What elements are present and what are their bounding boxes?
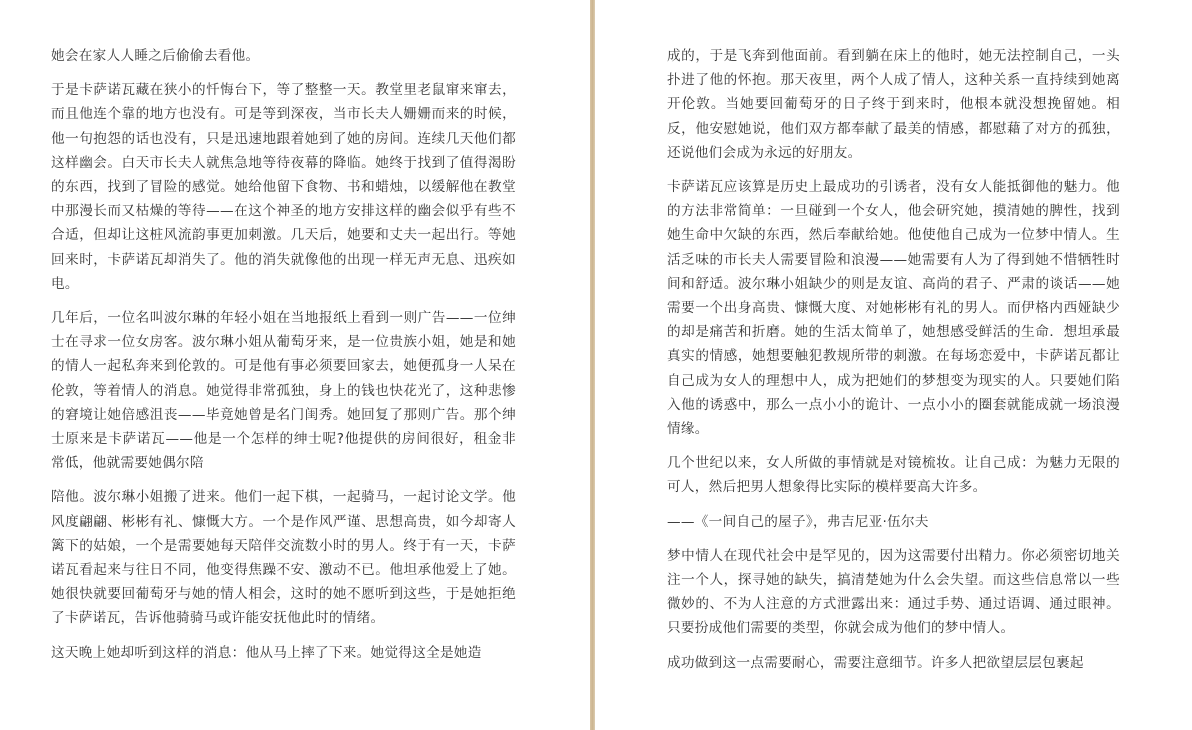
right-quote-attribution: ——《一间自己的屋子》，弗吉尼亚·伍尔夫 xyxy=(667,513,929,530)
left-paragraph-1: 她会在家人人睡之后偷偷去看他。 xyxy=(51,48,260,64)
right-paragraph-3: 几个世纪以来，女人所做的事情就是对镜梳妆。让自己成：为魅力无限的可人，然后把男人想象得比实际的模样要高大许多。 xyxy=(667,455,1120,496)
right-paragraph-2: 卡萨诺瓦应该算是历史上最成功的引诱者，没有女人能抵御他的魅力。他的方法非常简单：一旦碰到一个女人，他会研究她，摸清她的脾性，找到她生命中欠缺的东西，然后奉献给她。他使他自己成为一位梦中情人。生活乏味的市长夫人需要冒险和浪漫——她需要有人为了得到她不惜牺牲时间和舒适。波尔琳小姐缺少的则是友谊、高尚的君子、严肃的谈话——她需要一个出身高贵、慷慨大度、对她彬彬有礼的男人。而伊格内西娅缺少的却是痛苦和折磨。她的生活太简单了，她想感受鲜活的生命．想坦承最真实的情感，她想要触犯教规所带的刺激。在每场恋爱中，卡萨诺瓦都让自己成为女人的理想中人，成为把她们的梦想变为现实的人。只要她们陷入他的诱惑中，那么一点小小的诡计、一点小小的圈套就能成就一场浪漫情缘。 xyxy=(667,179,1120,438)
right-paragraph-1: 成的，于是飞奔到他面前。看到躺在床上的他时，她无法控制自己，一头扑进了他的怀抱。那天夜里，两个人成了情人，这种关系一直持续到她离开伦敦。当她要回葡萄牙的日子终于到来时，他根本就没想挽留她。相反，他安慰她说，他们双方都奉献了最美的情感，都慰藉了对方的孤独，还说他们会成为永远的好朋友。 xyxy=(667,48,1120,161)
right-page xyxy=(595,0,1192,730)
left-paragraph-4: 陪他。波尔琳小姐搬了进来。他们一起下棋，一起骑马，一起讨论文学。他风度翩翩、彬彬有礼、慷慨大方。一个是作风严谨、思想高贵，如今却寄人篱下的姑娘，一个是需要她每天陪伴交流数小时的男人。终于有一天，卡萨诺瓦看起来与往日不同，他变得焦躁不安、激动不已。他坦承他爱上了她。她很快就要回葡萄牙与她的情人相会，这时的她不愿听到这些，于是她拒绝了卡萨诺瓦，告诉他骑骑马或许能安抚他此时的情绪。 xyxy=(51,489,516,627)
right-paragraph-6: 成功做到这一点需要耐心，需要注意细节。许多人把欲望层层包裹起 xyxy=(667,654,1084,671)
left-page xyxy=(0,0,590,730)
left-paragraph-5: 这天晚上她却听到这样的消息：他从马上摔了下来。她觉得这全是她造 xyxy=(51,644,482,661)
right-paragraph-5: 梦中情人在现代社会中是罕见的，因为这需要付出精力。你必须密切地关注一个人，探寻她的缺失，搞清楚她为什么会失望。而这些信息常以一些微妙的、不为人注意的方式泄露出来：通过手势、通过语调、通过眼神。只要扮成他们需要的类型，你就会成为他们的梦中情人。 xyxy=(667,547,1120,637)
left-paragraph-3: 几年后，一位名叫波尔琳的年轻小姐在当地报纸上看到一则广告——一位绅士在寻求一位女房客。波尔琳小姐从葡萄牙来，是一位贵族小姐，她是和她的情人一起私奔来到伦敦的。可是他有事必须要回家去，她便孤身一人呆在伦敦，等着情人的消息。她觉得非常孤独，身上的钱也快花光了，这种悲惨的窘境让她倍感沮丧——毕竟她曾是名门闺秀。她回复了那则广告。那个绅士原来是卡萨诺瓦——他是一个怎样的绅士呢?他提供的房间很好，租金非常低，他就需要她偶尔陪 xyxy=(51,310,516,472)
left-paragraph-2: 于是卡萨诺瓦藏在狭小的忏悔台下，等了整整一天。教堂里老鼠窜来窜去，而且他连个靠的地方也没有。可是等到深夜，当市长夫人姗姗而来的时候，他一句抱怨的话也没有，只是迅速地跟着她到了她的房间。连续几天他们都这样幽会。白天市长夫人就焦急地等待夜幕的降临。她终于找到了值得渴盼的东西，找到了冒险的感觉。她给他留下食物、书和蜡烛，以缓解他在教堂中那漫长而又枯燥的等待——在这个神圣的地方安排这样的幽会似乎有些不合适，但却让这桩风流韵事更加刺激。几天后，她要和丈夫一起出行。等她回来时，卡萨诺瓦却消失了。他的消失就像他的出现一样无声无息、迅疾如电。 xyxy=(51,82,516,292)
